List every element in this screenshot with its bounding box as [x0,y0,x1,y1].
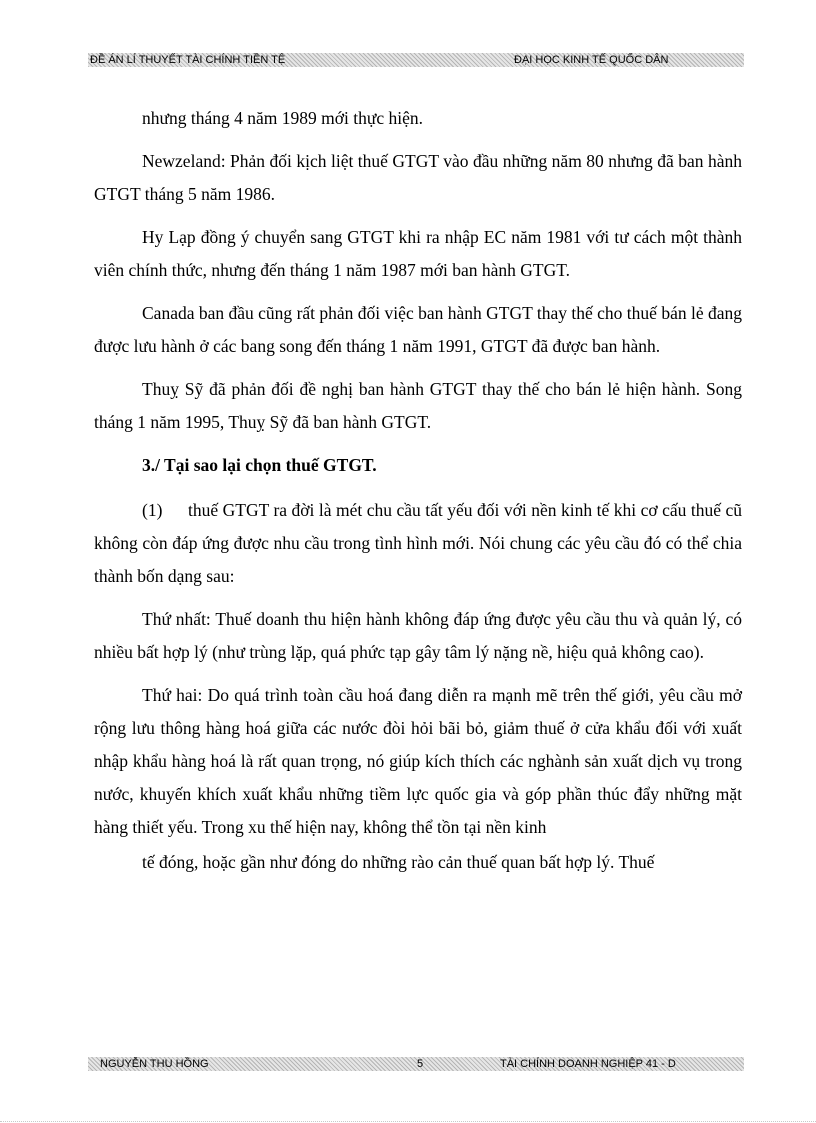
footer-author: NGUYỄN THU HỒNG [100,1058,209,1070]
paragraph: Thứ hai: Do quá trình toàn cầu hoá đang diễn ra mạnh mẽ trên thế giới, yêu cầu mở rộng lưu thông hàng hoá giữa các nước đòi hỏi bãi bỏ, giảm thuế ở cửa khẩu đối với xuất nhập khẩu hàng hoá là rất quan trọng, nó giúp kích thích các nghành sản xuất dịch vụ trong nước, khuyến khích xuất khẩu những tiềm lực quốc gia và góp phần thúc đẩy những mặt hàng thiết yếu. Trong xu thế hiện nay, không thể tồn tại nền kinh [94,685,742,837]
list-number: (1) [142,500,163,520]
page-number: 5 [417,1058,424,1070]
page-footer [88,1057,744,1071]
header-university: ĐẠI HỌC KINH TẾ QUỐC DÂN [514,54,669,66]
document-body [94,102,742,889]
paragraph: Thứ nhất: Thuế doanh thu hiện hành không đáp ứng được yêu cầu thu và quản lý, có nhiều bất hợp lý (như trùng lặp, quá phức tạp gây tâm lý nặng nề, hiệu quả không cao). [94,609,742,662]
paragraph: tế đóng, hoặc gần như đóng do những rào cản thuế quan bất hợp lý. Thuế [142,852,655,872]
paragraph [94,494,742,593]
footer-class: TÀI CHÍNH DOANH NGHIỆP 41 - D [500,1058,676,1070]
page-edge-divider [0,1121,816,1122]
paragraph-text: thuế GTGT ra đời là mét chu cầu tất yếu đối với nền kinh tế khi cơ cấu thuế cũ không còn đáp ứng được nhu cầu trong tình hình mới. Nói chung các yêu cầu đó có thể chia thành bốn dạng sau: [94,500,742,586]
paragraph: Hy Lạp đồng ý chuyển sang GTGT khi ra nhập EC năm 1981 với tư cách một thành viên chính thức, nhưng đến tháng 1 năm 1987 mới ban hành GTGT. [94,227,742,280]
section-heading: 3./ Tại sao lại chọn thuế GTGT. [142,455,377,475]
paragraph: Canada ban đầu cũng rất phản đối việc ban hành GTGT thay thế cho thuế bán lẻ đang được lưu hành ở các bang song đến tháng 1 năm 1991, GTGT đã được ban hành. [94,303,742,356]
paragraph: Newzeland: Phản đối kịch liệt thuế GTGT vào đầu những năm 80 nhưng đã ban hành GTGT tháng 5 năm 1986. [94,151,742,204]
paragraph: nhưng tháng 4 năm 1989 mới thực hiện. [142,108,423,128]
page-header [88,53,744,67]
paragraph: Thuỵ Sỹ đã phản đối đề nghị ban hành GTGT thay thế cho bán lẻ hiện hành. Song tháng 1 năm 1995, Thuỵ Sỹ đã ban hành GTGT. [94,379,742,432]
header-course-title: ĐỀ ÁN LÍ THUYẾT TÀI CHÍNH TIỀN TỆ [90,54,286,66]
